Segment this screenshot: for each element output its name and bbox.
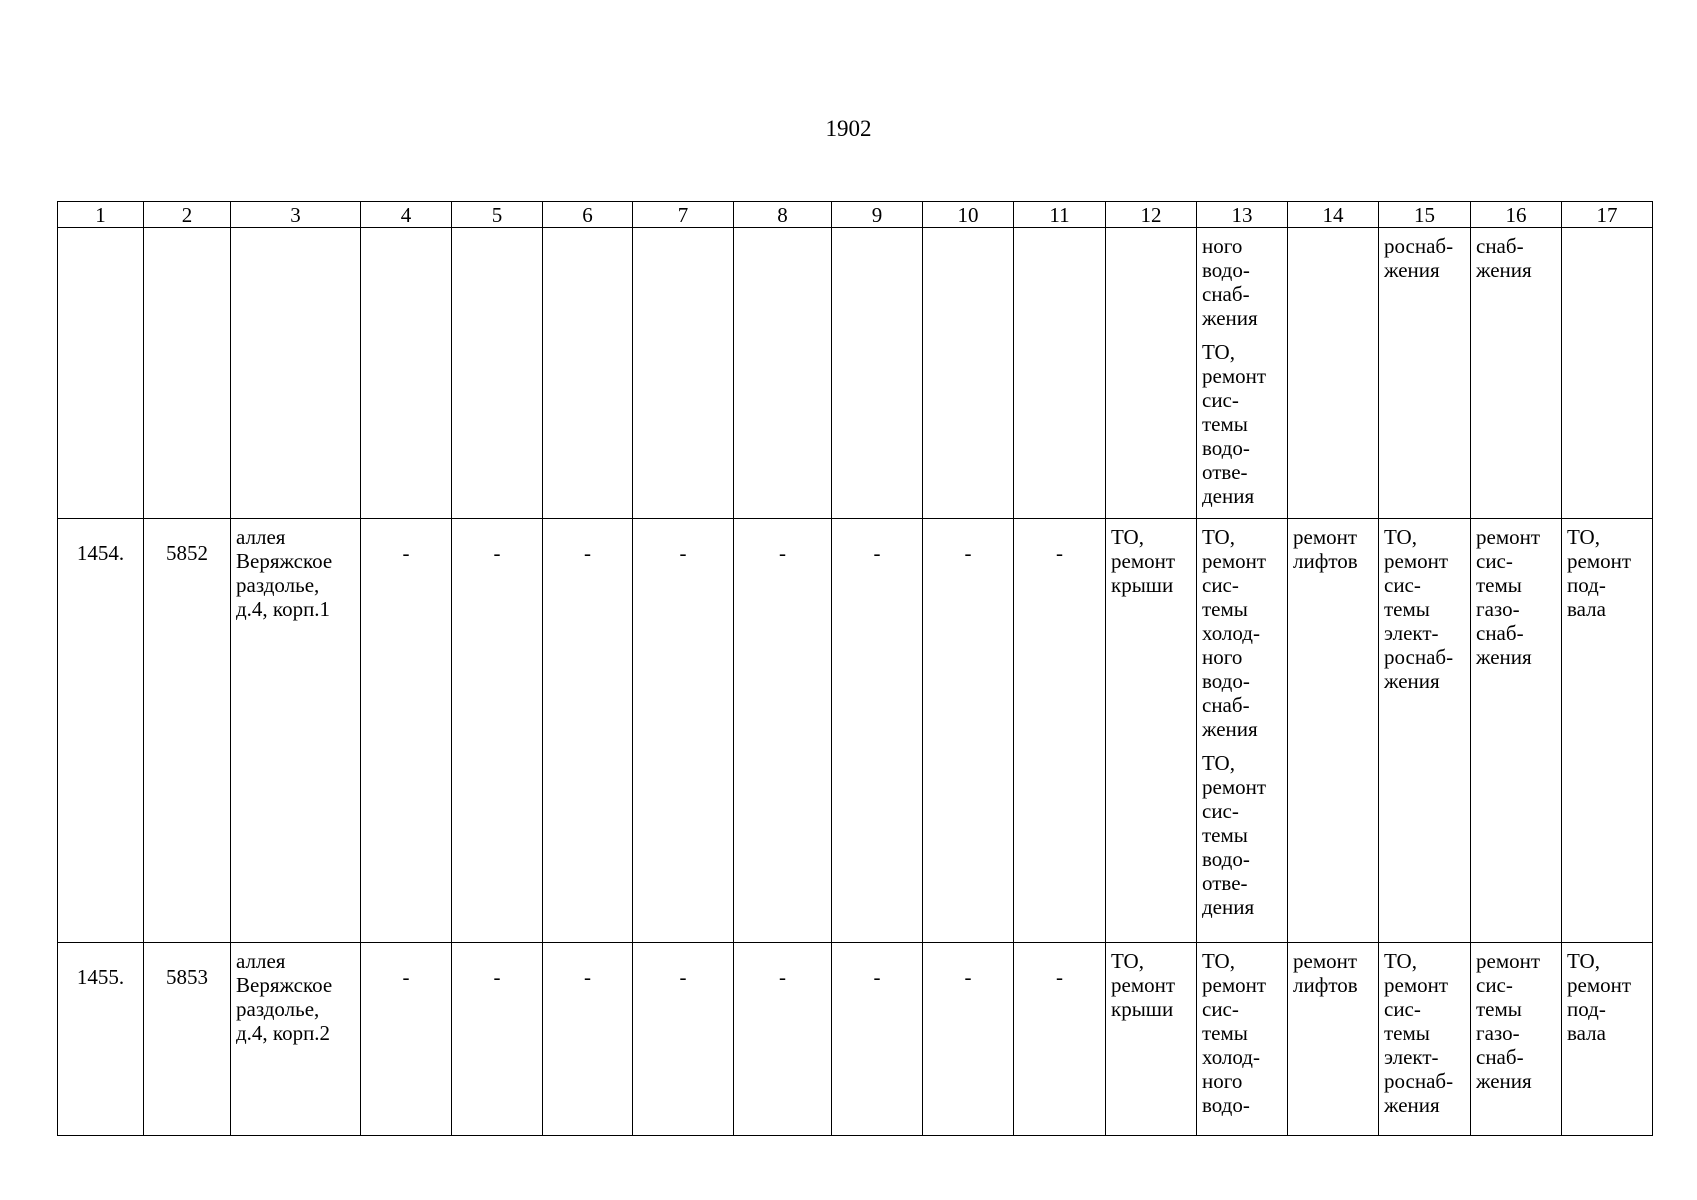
value-cell <box>734 228 832 519</box>
value-cell <box>633 228 734 519</box>
work-cell <box>1288 519 1379 943</box>
work-cell <box>1197 519 1288 943</box>
cell-text: - <box>1056 965 1063 989</box>
page-number: 1902 <box>825 116 872 141</box>
cell-text: - <box>779 965 786 989</box>
cell-text: аллея Веряжское раздолье, д.4, корп.2 <box>236 949 333 1045</box>
value-cell <box>1014 519 1106 943</box>
work-cell <box>1471 519 1562 943</box>
address-cell <box>231 519 361 943</box>
cell-text: ТО, ремонт сис- темы элект- роснаб- жения <box>1384 949 1454 1117</box>
value-cell <box>361 519 452 943</box>
cell-text: - <box>402 541 410 565</box>
cell-text: ТО, ремонт сис- темы элект- роснаб- жения <box>1384 525 1454 693</box>
cell-text: снаб- жения <box>1476 234 1532 282</box>
cell-text: роснаб- жения <box>1384 234 1454 282</box>
cell-text <box>734 228 831 250</box>
work-item: ного водо- снаб- жения <box>1202 234 1258 330</box>
row-number-cell <box>58 228 144 519</box>
cell-text <box>633 228 733 250</box>
work-cell <box>1288 943 1379 1136</box>
cell-text: ремонт лифтов <box>1293 949 1358 997</box>
column-header: 15 <box>1379 202 1471 228</box>
address-cell <box>231 228 361 519</box>
cell-text <box>543 228 632 250</box>
value-cell <box>633 519 734 943</box>
work-cell <box>1106 943 1197 1136</box>
cell-text: - <box>679 541 687 565</box>
cell-text: ТО, ремонт под- вала <box>1567 949 1632 1045</box>
column-header: 13 <box>1197 202 1288 228</box>
cell-text: аллея Веряжское раздолье, д.4, корп.1 <box>236 525 333 621</box>
cell-text: - <box>873 541 881 565</box>
cell-text <box>832 228 922 250</box>
value-cell <box>543 228 633 519</box>
column-header: 7 <box>633 202 734 228</box>
cell-text: - <box>584 541 591 565</box>
work-cell <box>1106 519 1197 943</box>
row-number-cell <box>58 943 144 1136</box>
cell-text: - <box>1056 541 1063 565</box>
cell-text: ремонт сис- темы газо- снаб- жения <box>1476 525 1541 669</box>
cell-text <box>923 228 1013 250</box>
work-cell <box>1471 943 1562 1136</box>
value-cell <box>923 519 1014 943</box>
cell-text <box>452 228 542 250</box>
value-cell <box>832 519 923 943</box>
column-header: 3 <box>231 202 361 228</box>
cell-text: 5852 <box>166 541 208 565</box>
work-cell <box>1197 943 1288 1136</box>
address-cell <box>231 943 361 1136</box>
cell-text <box>1106 228 1196 234</box>
cell-text <box>361 228 451 250</box>
column-header: 8 <box>734 202 832 228</box>
cell-text <box>1562 228 1652 234</box>
column-header: 4 <box>361 202 452 228</box>
value-cell <box>734 519 832 943</box>
table-row <box>58 228 1653 519</box>
cell-text: ремонт лифтов <box>1293 525 1358 573</box>
work-cell <box>1562 228 1653 519</box>
work-cell <box>1106 228 1197 519</box>
cell-text <box>231 228 360 234</box>
cell-text: - <box>964 541 972 565</box>
column-header: 5 <box>452 202 543 228</box>
cell-text: 1454. <box>76 541 125 565</box>
works-table <box>57 201 1653 1136</box>
cell-text: 1455. <box>76 965 125 989</box>
value-cell <box>923 943 1014 1136</box>
column-header: 10 <box>923 202 1014 228</box>
cell-text: - <box>779 541 786 565</box>
row-number-cell <box>58 519 144 943</box>
value-cell <box>452 228 543 519</box>
column-header: 9 <box>832 202 923 228</box>
cell-text: - <box>873 965 881 989</box>
work-item: ТО, ремонт сис- темы холод- ного водо- снаб- жения <box>1202 525 1267 741</box>
code-cell <box>144 519 231 943</box>
value-cell <box>543 943 633 1136</box>
value-cell <box>1014 943 1106 1136</box>
header-row <box>58 202 1653 228</box>
value-cell <box>361 943 452 1136</box>
work-cell <box>1562 519 1653 943</box>
work-cell <box>1197 228 1288 519</box>
cell-text: ТО, ремонт крыши <box>1111 949 1176 1021</box>
work-cell <box>1379 228 1471 519</box>
value-cell <box>1014 228 1106 519</box>
work-cell <box>1379 943 1471 1136</box>
column-header: 14 <box>1288 202 1379 228</box>
value-cell <box>832 943 923 1136</box>
cell-text <box>1014 228 1105 250</box>
work-item: ТО, ремонт сис- темы водо- отве- дения <box>1202 751 1267 919</box>
column-header: 12 <box>1106 202 1197 228</box>
column-header: 11 <box>1014 202 1106 228</box>
value-cell <box>633 943 734 1136</box>
cell-text: ТО, ремонт под- вала <box>1567 525 1632 621</box>
work-cell <box>1379 519 1471 943</box>
cell-text: - <box>964 965 972 989</box>
value-cell <box>832 228 923 519</box>
work-cell <box>1288 228 1379 519</box>
value-cell <box>923 228 1014 519</box>
value-cell <box>452 943 543 1136</box>
table-row <box>58 519 1653 943</box>
work-cell <box>1471 228 1562 519</box>
work-cell <box>1562 943 1653 1136</box>
cell-text <box>58 228 143 250</box>
cell-text: ТО, ремонт крыши <box>1111 525 1176 597</box>
cell-text: ремонт сис- темы газо- снаб- жения <box>1476 949 1541 1093</box>
value-cell <box>452 519 543 943</box>
cell-text: - <box>679 965 687 989</box>
code-cell <box>144 943 231 1136</box>
column-header: 1 <box>58 202 144 228</box>
code-cell <box>144 228 231 519</box>
cell-text: - <box>493 965 501 989</box>
cell-text <box>144 228 230 250</box>
value-cell <box>734 943 832 1136</box>
table-row <box>58 943 1653 1136</box>
column-header: 16 <box>1471 202 1562 228</box>
work-item: ТО, ремонт сис- темы холод- ного водо- <box>1202 949 1267 1117</box>
column-header: 6 <box>543 202 633 228</box>
cell-text: - <box>402 965 410 989</box>
value-cell <box>543 519 633 943</box>
column-header: 17 <box>1562 202 1653 228</box>
cell-text: 5853 <box>166 965 208 989</box>
cell-text <box>1288 228 1378 234</box>
value-cell <box>361 228 452 519</box>
cell-text: - <box>493 541 501 565</box>
work-item: ТО, ремонт сис- темы водо- отве- дения <box>1202 340 1267 508</box>
cell-text: - <box>584 965 591 989</box>
column-header: 2 <box>144 202 231 228</box>
